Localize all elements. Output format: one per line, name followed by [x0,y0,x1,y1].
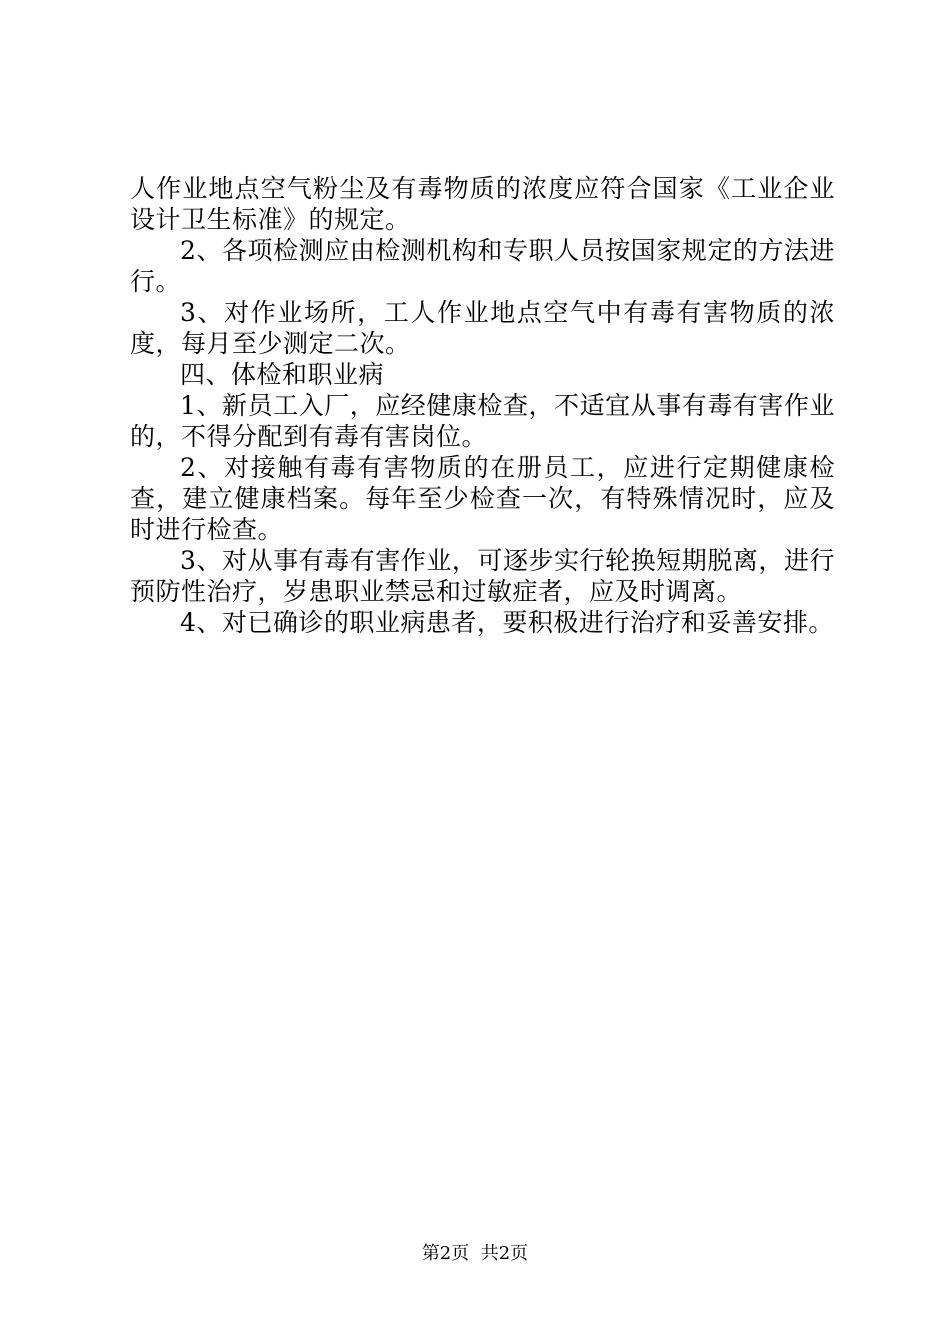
paragraph-item-2-regular-checkup: 2、对接触有毒有害物质的在册员工，应进行定期健康检查，建立健康档案。每年至少检查一次，有特殊情况时，应及时进行检查。 [130,453,835,544]
paragraph-item-4-treatment: 4、对已确诊的职业病患者，要积极进行治疗和妥善安排。 [180,608,834,637]
paragraph-item-2-testing: 2、各项检测应由检测机构和专职人员按国家规定的方法进行。 [130,236,835,296]
paragraph-continuation: 人作业地点空气粉尘及有毒物质的浓度应符合国家《工业企业设计卫生标准》的规定。 [130,174,835,234]
paragraph-item-3-monthly-measurement: 3、对作业场所，工人作业地点空气中有毒有害物质的浓度，每月至少测定二次。 [130,298,835,358]
section-heading-physical-exam: 四、体检和职业病 [180,360,385,389]
paragraph-item-1-new-employee: 1、新员工入厂，应经健康检查，不适宜从事有毒有害作业的，不得分配到有毒有害岗位。 [130,391,835,451]
document-body [130,173,835,638]
page-footer: 第2页 共2页 [421,1243,529,1264]
paragraph-item-3-rotation: 3、对从事有毒有害作业，可逐步实行轮换短期脱离，进行预防性治疗，岁患职业禁忌和过敏症者，应及时调离。 [130,546,835,606]
